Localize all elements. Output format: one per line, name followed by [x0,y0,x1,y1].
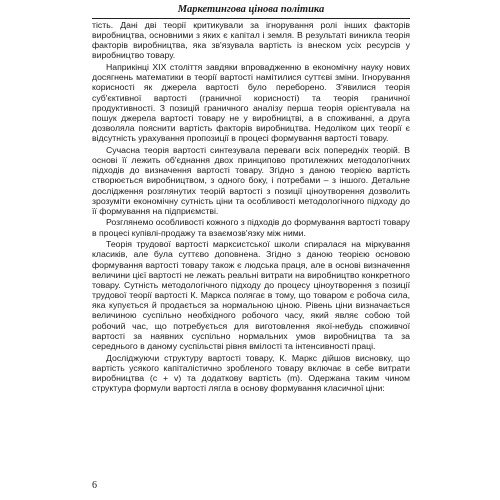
page-number: 6 [92,480,97,491]
paragraph: Розглянемо особливості кожного з підходів до формування вартості товару в процесі купівлі-продажу та взаємозв'язку між ними. [92,217,410,238]
paragraph: тість. Дані дві теорії критикували за ігнорування ролі інших факторів виробництва, основними з яких є капітал і земля. В результаті виникла теорія факторів виробництва, яка зв'язувала вартість із внеском усіх ресурсів у виробництво товару. [92,20,410,61]
paragraph: Сучасна теорія вартості синтезувала переваги всіх попередніх теорій. В основі її лежить об'єднання двох принципово протилежних методологічних підходів до визначення вартості товару. Згідно з даною теорією вартість створюється виробництвом, з одного боку, і потребами – з іншого. Детальне дослідження розглянутих теорій вартості з позиції ціноутворення дозволить зрозуміти економічну сутність ціни та особливості методологічного підходу до її формування на підприємстві. [92,144,410,216]
paragraph: Досліджуючи структуру вартості товару, К. Маркс дійшов висновку, що вартість усякого капіталістично зробленого товару включає в себе витрати виробництва (с + v) та додаткову вартість (m). Одержана таким чином структура формули вартості лягла в основу формування класичної ціни: [92,352,410,393]
paragraph: Теорія трудової вартості марксистської школи спиралася на міркування класиків, але була суттєво доповнена. Згідно з даною теорією основою формування вартості товару також є людська праця, але в основі визначення величини цієї вартості не лежать реальні витрати на виробництво конкретного товару. Сутність методологічного підходу до процесу ціноутворення з позиції трудової теорії вартості К. Маркса полягає в тому, що товаром є робоча сила, яка купується й продається за нормальною ціною. Рівень ціни визначається величиною суспільно необхідного робочого часу, який являє собою той робочий час, що потребується для виготовлення якої-небудь споживчої вартості за наявних суспільно нормальних умов виробництва та за середнього в даному суспільстві рівня вмілості та інтенсивності праці. [92,239,410,351]
paragraph: Наприкінці XIX століття завдяки впровадженню в економічну науку нових досягнень математики в теорії вартості намітилися суттєві зміни. Ігнорування корисності як джерела вартості було переборено. З'явилися теорія суб'єктивної вартості (граничної корисності) та теорія граничної продуктивності. З позицій граничного аналізу перша теорія орієнтувала на пошук джерела вартості товару не у виробництві, а в споживанні, а друга дозволяла пояснити вартість факторів виробництва. Недоліком цих теорії є відсутність урахування пропозиції в процесі формування вартості товару. [92,62,410,144]
body-text [92,20,410,395]
running-header: Маркетингова цінова політика [92,4,410,19]
